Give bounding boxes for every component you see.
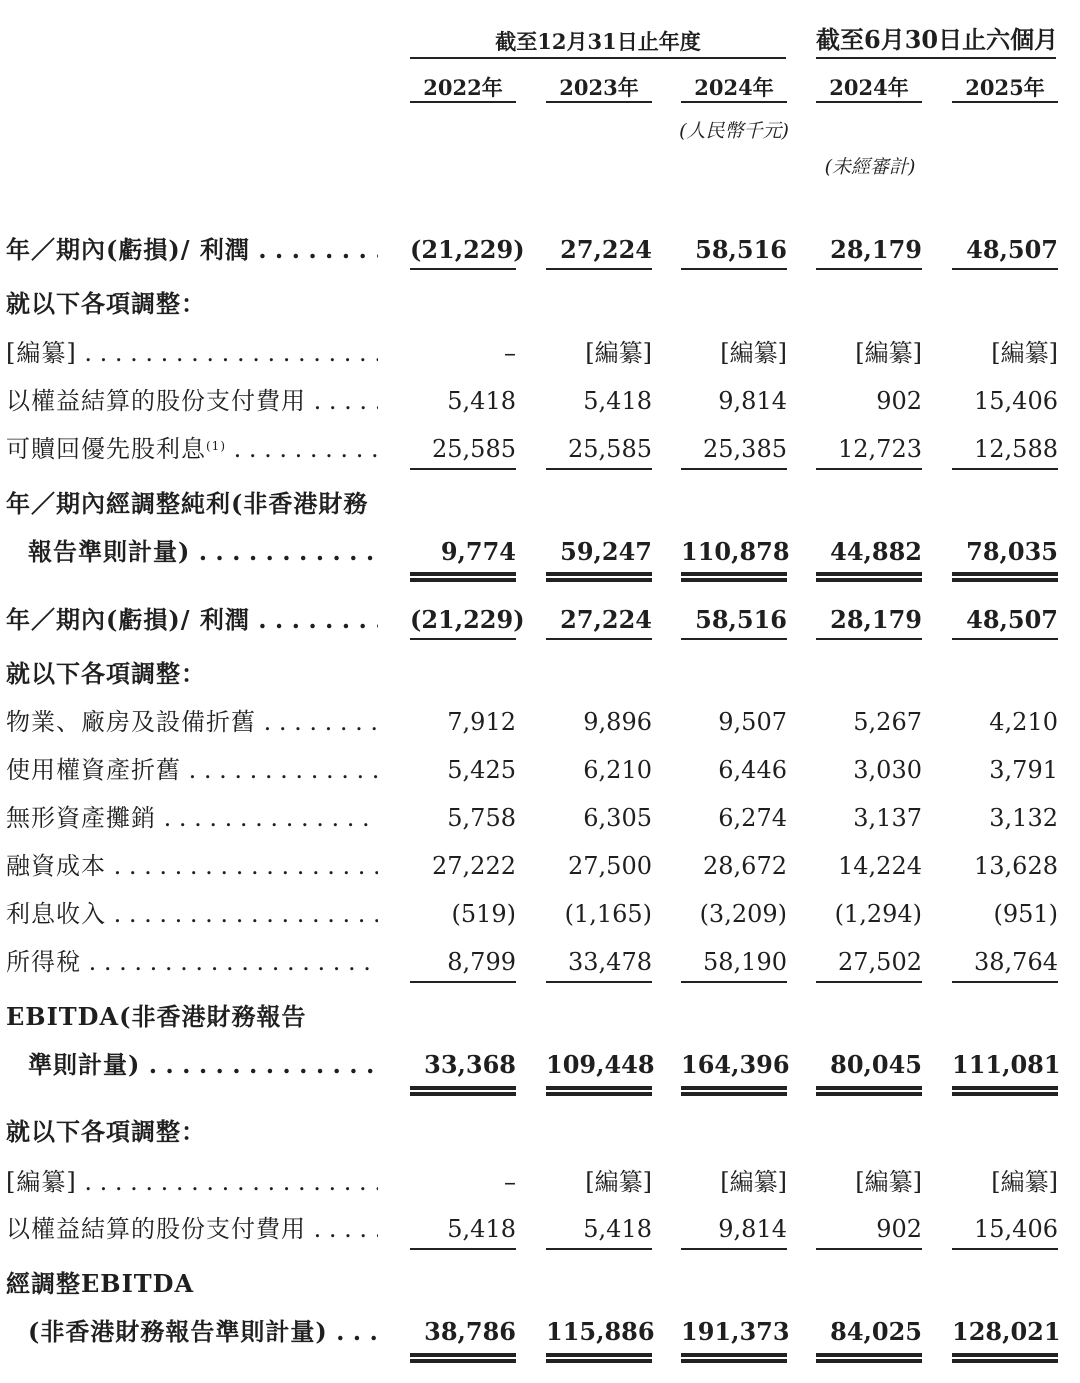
- double-rule: [952, 1353, 1058, 1363]
- cell-value: 6,446: [718, 756, 787, 784]
- header-group-year-underline: [410, 57, 786, 59]
- double-rule: [546, 1086, 652, 1096]
- cell-value: 3,137: [853, 804, 922, 832]
- column-header-underline: [546, 101, 652, 103]
- section-heading: 就以下各項調整：: [6, 659, 206, 688]
- row-label: 物業、廠房及設備折舊 . . .: [6, 698, 378, 746]
- cell-value: 6,305: [583, 804, 652, 832]
- table-row: [0, 842, 1080, 890]
- cell-value: [編纂]: [855, 1168, 922, 1196]
- cell-value: [編纂]: [720, 1168, 787, 1196]
- subtotal-rule: [681, 981, 787, 983]
- subtotal-rule: [410, 981, 516, 983]
- cell-value: 25,585: [432, 435, 516, 463]
- table-row: [0, 1158, 1080, 1206]
- section-heading: 就以下各項調整：: [6, 289, 206, 318]
- total-rule: [546, 268, 652, 270]
- cell-value: 44,882: [830, 537, 922, 566]
- cell-value: 8,799: [447, 948, 516, 976]
- column-header-2025-h1: 2025年: [965, 75, 1045, 100]
- cell-value: [編纂]: [991, 339, 1058, 367]
- cell-value: 164,396: [681, 1050, 790, 1079]
- cell-value: 38,786: [424, 1317, 516, 1346]
- double-rule: [681, 1086, 787, 1096]
- cell-value: 5,418: [447, 1215, 516, 1243]
- cell-value: [編纂]: [855, 339, 922, 367]
- cell-value: 6,210: [583, 756, 652, 784]
- double-rule: [681, 1353, 787, 1363]
- column-header-2023: 2023年: [559, 75, 639, 100]
- unaudited-note: (未經審計): [824, 156, 916, 178]
- cell-value: (951): [993, 900, 1058, 928]
- total-rule: [410, 268, 516, 270]
- cell-value: 27,502: [838, 948, 922, 976]
- cell-value: 6,274: [718, 804, 787, 832]
- subtotal-rule: [816, 468, 922, 470]
- table-row: [0, 650, 1080, 698]
- cell-value: 78,035: [966, 537, 1058, 566]
- cell-value: 109,448: [546, 1050, 655, 1079]
- cell-value: 27,224: [560, 605, 652, 634]
- cell-value: 111,081: [952, 1050, 1061, 1079]
- cell-value: 13,628: [974, 852, 1058, 880]
- cell-value: 902: [876, 387, 922, 415]
- cell-value: 9,814: [718, 387, 787, 415]
- subtotal-rule: [952, 468, 1058, 470]
- row-label: 準則計量) . . .: [28, 1041, 378, 1089]
- cell-value: 9,896: [583, 708, 652, 736]
- cell-value: –: [504, 1168, 516, 1196]
- cell-value: 80,045: [830, 1050, 922, 1079]
- double-rule: [816, 1353, 922, 1363]
- header-group-year: 截至12月31日止年度: [495, 29, 701, 54]
- cell-value: 5,418: [447, 387, 516, 415]
- table-row: [0, 480, 1080, 528]
- double-rule: [410, 1353, 516, 1363]
- cell-value: (519): [451, 900, 516, 928]
- cell-value: 28,179: [830, 605, 922, 634]
- row-label: 經調整EBITDA: [6, 1269, 195, 1298]
- column-header-2022: 2022年: [423, 75, 503, 100]
- cell-value: 128,021: [952, 1317, 1061, 1346]
- total-rule: [546, 638, 652, 640]
- cell-value: 27,222: [432, 852, 516, 880]
- cell-value: 48,507: [966, 605, 1058, 634]
- cell-value: 3,132: [989, 804, 1058, 832]
- cell-value: [編纂]: [585, 339, 652, 367]
- row-label: [編纂] . . .: [6, 329, 378, 377]
- double-rule: [952, 1086, 1058, 1096]
- subtotal-rule: [816, 981, 922, 983]
- table-row: [0, 1041, 1080, 1089]
- total-rule: [410, 638, 516, 640]
- cell-value: 9,507: [718, 708, 787, 736]
- subtotal-rule: [681, 468, 787, 470]
- double-rule: [816, 1086, 922, 1096]
- row-label: 以權益結算的股份支付費用 . . .: [6, 1205, 378, 1253]
- cell-value: 9,814: [718, 1215, 787, 1243]
- double-rule: [546, 1353, 652, 1363]
- cell-value: 59,247: [560, 537, 652, 566]
- header-group-six-underline: [816, 57, 1056, 59]
- cell-value: 33,478: [568, 948, 652, 976]
- row-label-text: 可贖回優先股利息: [6, 435, 206, 463]
- double-rule: [952, 572, 1058, 582]
- cell-value: 12,723: [838, 435, 922, 463]
- cell-value: 9,774: [440, 537, 516, 566]
- cell-value: 3,030: [853, 756, 922, 784]
- row-label: 報告準則計量) . . .: [28, 528, 378, 576]
- table-row: [0, 425, 1080, 473]
- row-label: 以權益結算的股份支付費用 . . .: [6, 377, 378, 425]
- row-label: (非香港財務報告準則計量) . . .: [28, 1308, 378, 1356]
- cell-value: 15,406: [974, 387, 1058, 415]
- row-label: 年／期內(虧損)/ 利潤 . . .: [6, 596, 378, 644]
- table-row: [0, 377, 1080, 425]
- subtotal-rule: [681, 1248, 787, 1250]
- table-row: [0, 1108, 1080, 1156]
- cell-value: 58,516: [695, 235, 787, 264]
- total-rule: [816, 268, 922, 270]
- table-row: [0, 329, 1080, 377]
- cell-value: 7,912: [447, 708, 516, 736]
- cell-value: 33,368: [424, 1050, 516, 1079]
- cell-value: 27,500: [568, 852, 652, 880]
- total-rule: [681, 268, 787, 270]
- column-header-underline: [952, 101, 1058, 103]
- cell-value: (1,165): [564, 900, 652, 928]
- subtotal-rule: [952, 981, 1058, 983]
- total-rule: [681, 638, 787, 640]
- row-label: [編纂] . . .: [6, 1158, 378, 1206]
- cell-value: [編纂]: [720, 339, 787, 367]
- cell-value: 84,025: [830, 1317, 922, 1346]
- cell-value: 25,585: [568, 435, 652, 463]
- cell-value: 38,764: [974, 948, 1058, 976]
- cell-value: [編纂]: [991, 1168, 1058, 1196]
- double-rule: [410, 1086, 516, 1096]
- cell-value: 115,886: [546, 1317, 655, 1346]
- column-header-underline: [410, 101, 516, 103]
- cell-value: (3,209): [699, 900, 787, 928]
- cell-value: 14,224: [838, 852, 922, 880]
- subtotal-rule: [410, 468, 516, 470]
- total-rule: [952, 268, 1058, 270]
- row-label: 無形資產攤銷 . . .: [6, 794, 378, 842]
- cell-value: 27,224: [560, 235, 652, 264]
- cell-value: 5,425: [447, 756, 516, 784]
- column-header-underline: [681, 101, 787, 103]
- table-row: [0, 1260, 1080, 1308]
- cell-value: 5,418: [583, 1215, 652, 1243]
- table-row: [0, 280, 1080, 328]
- cell-value: 58,516: [695, 605, 787, 634]
- subtotal-rule: [952, 1248, 1058, 1250]
- row-label: [6, 425, 378, 473]
- column-header-underline: [816, 101, 922, 103]
- cell-value: 902: [876, 1215, 922, 1243]
- cell-value: 48,507: [966, 235, 1058, 264]
- cell-value: 3,791: [989, 756, 1058, 784]
- row-label: 使用權資產折舊 . . .: [6, 746, 378, 794]
- column-header-2024: 2024年: [694, 75, 774, 100]
- subtotal-rule: [546, 1248, 652, 1250]
- section-heading: 就以下各項調整：: [6, 1117, 206, 1146]
- row-label: 利息收入 . . .: [6, 890, 378, 938]
- double-rule: [546, 572, 652, 582]
- table-row: [0, 596, 1080, 644]
- cell-value: 5,758: [447, 804, 516, 832]
- subtotal-rule: [546, 468, 652, 470]
- double-rule: [816, 572, 922, 582]
- cell-value: [編纂]: [585, 1168, 652, 1196]
- cell-value: 28,672: [703, 852, 787, 880]
- footnote-marker: (1): [206, 439, 226, 453]
- cell-value: –: [504, 339, 516, 367]
- table-row: [0, 698, 1080, 746]
- table-row: [0, 993, 1080, 1041]
- double-rule: [681, 572, 787, 582]
- table-row: [0, 746, 1080, 794]
- column-header-2024-h1: 2024年: [829, 75, 909, 100]
- cell-value: 28,179: [830, 235, 922, 264]
- cell-value: 58,190: [703, 948, 787, 976]
- cell-value: 5,267: [853, 708, 922, 736]
- table-row: [0, 226, 1080, 274]
- row-label: 融資成本 . . .: [6, 842, 378, 890]
- total-rule: [952, 638, 1058, 640]
- cell-value: (21,229): [410, 235, 525, 264]
- cell-value: 4,210: [989, 708, 1058, 736]
- table-row: [0, 890, 1080, 938]
- double-rule: [410, 572, 516, 582]
- subtotal-rule: [546, 981, 652, 983]
- cell-value: 110,878: [681, 537, 790, 566]
- table-row: [0, 1205, 1080, 1253]
- cell-value: 5,418: [583, 387, 652, 415]
- total-rule: [816, 638, 922, 640]
- row-label: 年／期內經調整純利(非香港財務: [6, 489, 369, 518]
- table-row: [0, 1308, 1080, 1356]
- cell-value: (1,294): [834, 900, 922, 928]
- table-row: [0, 794, 1080, 842]
- subtotal-rule: [410, 1248, 516, 1250]
- row-label: 年／期內(虧損)/ 利潤 . . .: [6, 226, 378, 274]
- table-row: [0, 528, 1080, 576]
- row-label: EBITDA(非香港財務報告: [6, 1002, 307, 1031]
- unit-note: (人民幣千元): [679, 120, 789, 142]
- cell-value: 191,373: [681, 1317, 790, 1346]
- subtotal-rule: [816, 1248, 922, 1250]
- header-group-six-months: 截至6月30日止六個月: [816, 25, 1059, 54]
- cell-value: (21,229): [410, 605, 525, 634]
- row-label: 所得稅 . . .: [6, 938, 378, 986]
- cell-value: 25,385: [703, 435, 787, 463]
- table-row: [0, 938, 1080, 986]
- cell-value: 15,406: [974, 1215, 1058, 1243]
- cell-value: 12,588: [974, 435, 1058, 463]
